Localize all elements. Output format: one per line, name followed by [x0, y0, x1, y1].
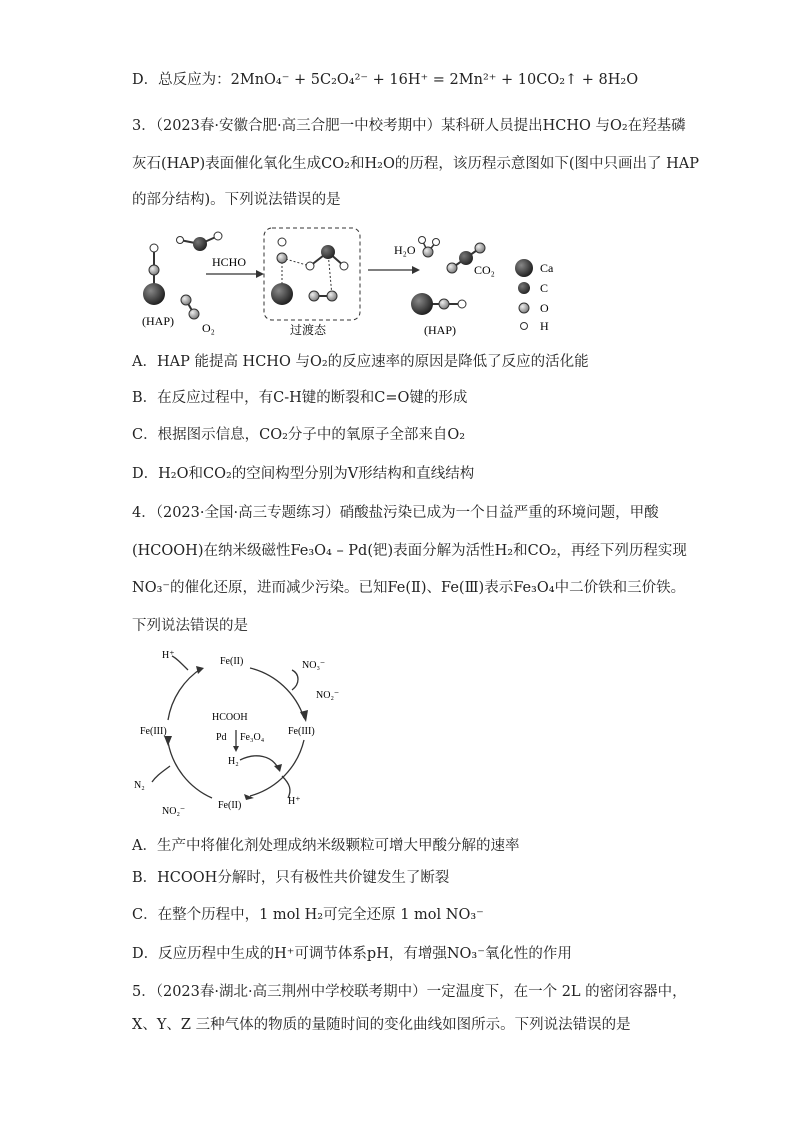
hap-right-label: (HAP)	[424, 323, 456, 337]
prev-option-d: D．总反应为：2MnO₄⁻ + 5C₂O₄²⁻ + 16H⁺ = 2Mn²⁺ + 10CO₂↑ + 8H₂O	[132, 72, 639, 88]
legend-ca: Ca	[540, 261, 554, 275]
arrow-icon	[300, 710, 308, 722]
co2-label: CO₂	[474, 263, 495, 277]
cycle-pd: Pd	[216, 732, 227, 743]
cycle-h2: H₂	[228, 756, 239, 767]
transition-label: 过渡态	[290, 323, 327, 337]
hap-left-structure	[143, 244, 165, 305]
legend-h: H	[540, 319, 549, 333]
hcho-molecule	[177, 232, 223, 251]
legend	[515, 259, 554, 333]
arrow-icon	[274, 764, 282, 772]
q3-option-d: D．H₂O和CO₂的空间构型分别为V形结构和直线结构	[132, 466, 475, 482]
q4-stem-line3: NO₃⁻的催化还原，进而减少污染。已知Fe(Ⅱ)、Fe(Ⅲ)表示Fe₃O₄中二价铁和三价铁。	[132, 580, 686, 596]
o-legend-icon	[519, 303, 529, 313]
cycle-fe2-top: Fe(II)	[220, 656, 244, 667]
arrow-icon	[233, 746, 239, 752]
transition-state-box	[264, 228, 360, 320]
ca-legend-icon	[515, 259, 533, 277]
o2-molecule	[181, 295, 199, 319]
cycle-fe2-bottom: Fe(II)	[218, 800, 242, 811]
h-legend-icon	[521, 323, 528, 330]
q3-option-a: A．HAP 能提高 HCHO 与O₂的反应速率的原因是降低了反应的活化能	[132, 354, 589, 370]
arrow-icon	[412, 266, 420, 274]
hcho-label: HCHO	[212, 255, 247, 269]
q5-stem-line1: 5．（2023春·湖北·高三荆州中学校联考期中）一定温度下，在一个 2L 的密闭容器中，	[132, 984, 687, 1000]
arrow-icon	[164, 736, 172, 746]
q3-option-c: C．根据图示信息，CO₂分子中的氧原子全部来自O₂	[132, 427, 466, 443]
arrow-icon	[256, 270, 264, 278]
cycle-n2: N₂	[134, 780, 145, 791]
q4-option-d: D．反应历程中生成的H⁺可调节体系pH，有增强NO₃⁻氧化性的作用	[132, 946, 572, 962]
q3-option-b: B．在反应过程中，有C-H键的断裂和C=O键的形成	[132, 390, 468, 406]
cycle-fe3-left: Fe(III)	[140, 726, 167, 737]
q4-cycle-diagram	[132, 648, 352, 828]
cycle-fe3o4: Fe₃O₄	[240, 732, 265, 743]
q3-stem-line1: 3．（2023春·安徽合肥·高三合肥一中校考期中）某科研人员提出HCHO 与O₂在羟基磷	[132, 118, 686, 134]
q4-stem-line4: 下列说法错误的是	[132, 618, 248, 634]
h2o-molecule	[419, 237, 440, 258]
arrow-icon	[196, 666, 204, 674]
o2-label: O₂	[202, 321, 215, 335]
legend-o: O	[540, 301, 549, 315]
cycle-no2-bottom: NO₂⁻	[162, 806, 186, 817]
q4-option-a: A．生产中将催化剂处理成纳米级颗粒可增大甲酸分解的速率	[132, 838, 520, 854]
hap-left-label: (HAP)	[142, 314, 174, 328]
q4-option-b: B．HCOOH分解时，只有极性共价键发生了断裂	[132, 870, 450, 886]
cycle-h-plus-bottom: H⁺	[288, 796, 301, 807]
cycle-h-plus-top: H⁺	[162, 650, 175, 661]
cycle-fe3-right: Fe(III)	[288, 726, 315, 737]
q5-stem-line2: X、Y、Z 三种气体的物质的量随时间的变化曲线如图所示。下列说法错误的是	[132, 1017, 631, 1033]
q4-option-c: C．在整个历程中，1 mol H₂可完全还原 1 mol NO₃⁻	[132, 907, 484, 923]
q3-reaction-diagram	[132, 222, 692, 340]
c-legend-icon	[518, 282, 530, 294]
q4-stem-line2: (HCOOH)在纳米级磁性Fe₃O₄ – Pd(钯)表面分解为活性H₂和CO₂，再经下列历程实现	[132, 543, 687, 559]
q4-stem-line1: 4．（2023·全国·高三专题练习）硝酸盐污染已成为一个日益严重的环境问题，甲酸	[132, 505, 659, 521]
cycle-no2-top: NO₂⁻	[316, 690, 340, 701]
legend-c: C	[540, 281, 549, 295]
q3-stem-line2: 灰石(HAP)表面催化氧化生成CO₂和H₂O的历程，该历程示意图如下(图中只画出了 HAP	[132, 156, 699, 172]
hap-right-structure	[411, 293, 466, 315]
h2o-label: H₂O	[394, 243, 416, 257]
cycle-hcooh: HCOOH	[212, 712, 248, 723]
cycle-no3-top: NO₃⁻	[302, 660, 326, 671]
q3-stem-line3: 的部分结构)。下列说法错误的是	[132, 192, 341, 208]
